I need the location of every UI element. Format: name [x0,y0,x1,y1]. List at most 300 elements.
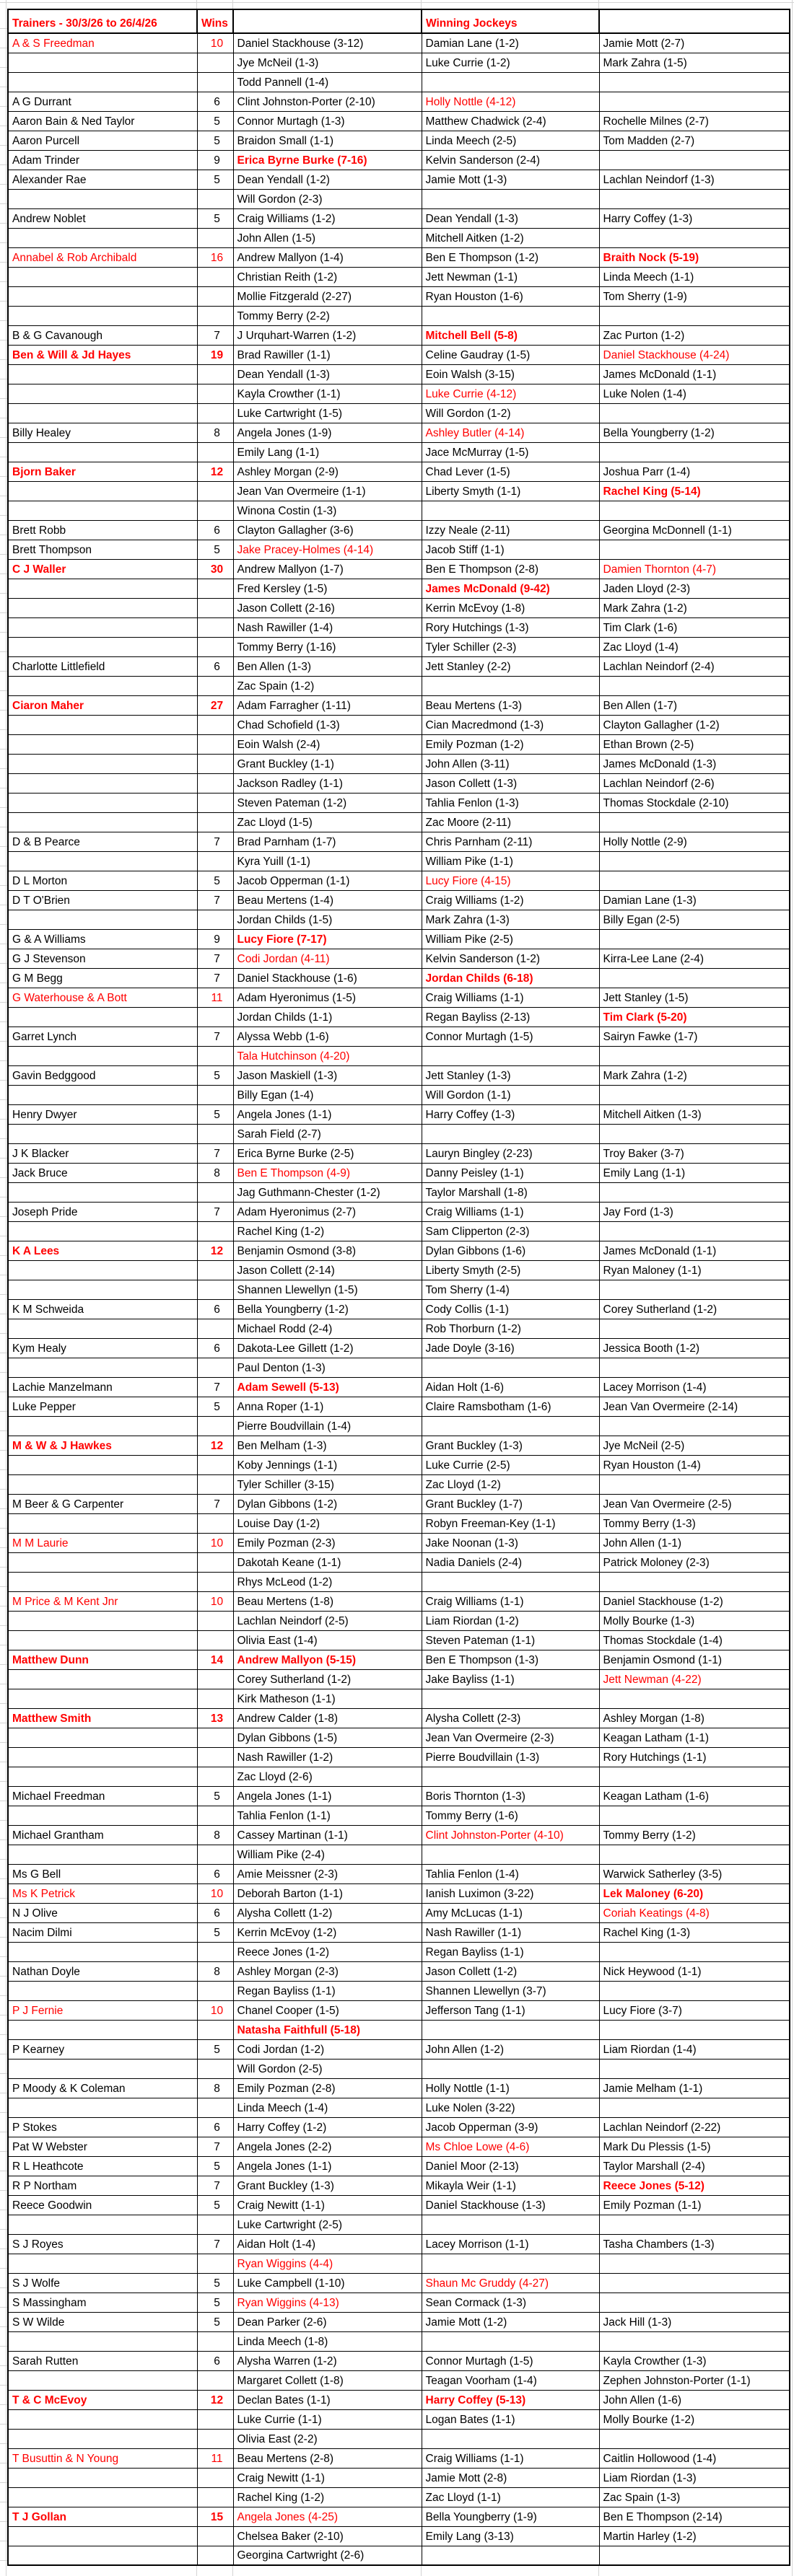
jockey-cell[interactable]: Will Gordon (1-1) [422,1085,599,1104]
trainer-cell[interactable] [8,2409,197,2429]
jockey-cell[interactable]: Deborah Barton (1-1) [233,1883,422,1903]
jockey-cell[interactable]: Lachlan Neindorf (2-22) [599,2117,790,2137]
wins-cell[interactable]: 12 [197,1436,233,1455]
jockey-cell[interactable] [599,1767,790,1786]
wins-cell[interactable]: 7 [197,968,233,988]
jockey-cell[interactable]: Emily Lang (1-1) [233,442,422,462]
trainer-cell[interactable]: C J Waller [8,559,197,579]
jockey-cell[interactable]: Luke Currie (4-12) [422,384,599,403]
jockey-cell[interactable]: James McDonald (1-1) [599,1241,790,1260]
trainer-cell[interactable]: Garret Lynch [8,1027,197,1046]
trainer-cell[interactable]: G J Stevenson [8,949,197,968]
jockey-cell[interactable]: Damian Lane (1-3) [599,890,790,910]
jockey-cell[interactable] [599,968,790,988]
jockey-cell[interactable]: Harry Coffey (1-3) [599,208,790,228]
jockey-cell[interactable] [599,1085,790,1104]
wins-cell[interactable] [197,617,233,637]
jockey-cell[interactable]: Mitchell Bell (5-8) [422,325,599,345]
jockey-cell[interactable]: Ashley Butler (4-14) [422,423,599,442]
trainer-cell[interactable] [8,2429,197,2448]
jockey-cell[interactable] [599,2215,790,2234]
jockey-cell[interactable] [599,851,790,871]
jockey-cell[interactable]: Luke Nolen (1-4) [599,384,790,403]
jockey-cell[interactable]: Dylan Gibbons (1-6) [422,1241,599,1260]
jockey-cell[interactable]: Ryan Wiggins (4-4) [233,2254,422,2273]
trainer-cell[interactable] [8,617,197,637]
header-jockeys-empty-cell-2[interactable] [599,9,790,33]
jockey-cell[interactable]: Luke Campbell (1-10) [233,2273,422,2293]
trainer-cell[interactable] [8,1260,197,1280]
jockey-cell[interactable] [599,442,790,462]
jockey-cell[interactable]: Shannen Llewellyn (3-7) [422,1981,599,2000]
wins-cell[interactable] [197,598,233,617]
wins-cell[interactable] [197,1552,233,1572]
trainer-cell[interactable]: M & W & J Hawkes [8,1436,197,1455]
wins-cell[interactable]: 5 [197,1397,233,1416]
trainer-cell[interactable] [8,1474,197,1494]
wins-cell[interactable] [197,1630,233,1650]
wins-cell[interactable] [197,637,233,656]
jockey-cell[interactable]: Teagan Voorham (1-4) [422,2370,599,2390]
jockey-cell[interactable]: Braidon Small (1-1) [233,131,422,150]
jockey-cell[interactable]: Jean Van Overmeire (2-14) [599,1397,790,1416]
jockey-cell[interactable]: Logan Bates (1-1) [422,2409,599,2429]
jockey-cell[interactable]: Jamie Mott (2-8) [422,2468,599,2487]
wins-cell[interactable]: 5 [197,540,233,559]
wins-cell[interactable]: 5 [197,2293,233,2312]
jockey-cell[interactable] [599,2098,790,2117]
jockey-cell[interactable]: Tyler Schiller (3-15) [233,1474,422,1494]
jockey-cell[interactable]: Andrew Calder (1-8) [233,1708,422,1728]
jockey-cell[interactable]: Cian Macredmond (1-3) [422,715,599,734]
jockey-cell[interactable] [422,1358,599,1377]
trainer-cell[interactable]: S W Wilde [8,2312,197,2331]
jockey-cell[interactable]: Billy Egan (1-4) [233,1085,422,1104]
jockey-cell[interactable]: Mitchell Aitken (1-2) [422,228,599,247]
jockey-cell[interactable]: Dakota-Lee Gillett (1-2) [233,1338,422,1358]
jockey-cell[interactable]: Lacey Morrison (1-1) [422,2234,599,2254]
jockey-cell[interactable] [422,1124,599,1143]
jockey-cell[interactable]: Declan Bates (1-1) [233,2390,422,2409]
jockey-cell[interactable]: Lachlan Neindorf (2-5) [233,1611,422,1630]
wins-cell[interactable] [197,2487,233,2507]
trainer-cell[interactable] [8,2098,197,2117]
jockey-cell[interactable]: Mark Zahra (1-3) [422,910,599,929]
wins-cell[interactable]: 7 [197,890,233,910]
jockey-cell[interactable]: Lacey Morrison (1-4) [599,1377,790,1397]
jockey-cell[interactable]: Luke Cartwright (1-5) [233,403,422,423]
trainer-cell[interactable]: Adam Trinder [8,150,197,170]
wins-cell[interactable] [197,1182,233,1202]
jockey-cell[interactable]: Mitchell Aitken (1-3) [599,1104,790,1124]
trainer-cell[interactable]: Joseph Pride [8,1202,197,1221]
trainer-cell[interactable] [8,1046,197,1065]
trainer-cell[interactable]: Ciaron Maher [8,695,197,715]
trainer-cell[interactable]: P Kearney [8,2039,197,2059]
wins-cell[interactable]: 6 [197,92,233,111]
jockey-cell[interactable]: Tim Clark (1-6) [599,617,790,637]
jockey-cell[interactable] [599,2273,790,2293]
jockey-cell[interactable]: Zac Purton (1-2) [599,325,790,345]
jockey-cell[interactable]: Connor Murtagh (1-5) [422,2351,599,2370]
jockey-cell[interactable]: Reece Jones (1-2) [233,1942,422,1961]
jockey-cell[interactable]: Shaun Mc Gruddy (4-27) [422,2273,599,2293]
jockey-cell[interactable]: Ashley Morgan (2-9) [233,462,422,481]
wins-cell[interactable] [197,1689,233,1708]
wins-cell[interactable]: 30 [197,559,233,579]
jockey-cell[interactable]: Kayla Crowther (1-1) [233,384,422,403]
jockey-cell[interactable]: Benjamin Osmond (3-8) [233,1241,422,1260]
trainer-cell[interactable]: M Price & M Kent Jnr [8,1591,197,1611]
jockey-cell[interactable]: Zac Lloyd (2-6) [233,1767,422,1786]
jockey-cell[interactable] [422,306,599,325]
trainer-cell[interactable]: D L Morton [8,871,197,890]
wins-cell[interactable] [197,286,233,306]
jockey-cell[interactable]: Rory Hutchings (1-3) [422,617,599,637]
jockey-cell[interactable]: Jaden Lloyd (2-3) [599,579,790,598]
jockey-cell[interactable]: Tommy Berry (1-16) [233,637,422,656]
jockey-cell[interactable] [599,2293,790,2312]
trainer-cell[interactable]: Annabel & Rob Archibald [8,247,197,267]
trainer-cell[interactable] [8,2546,197,2565]
trainer-cell[interactable] [8,2331,197,2351]
jockey-cell[interactable]: Emily Lang (1-1) [599,1163,790,1182]
wins-cell[interactable] [197,1085,233,1104]
jockey-cell[interactable] [422,1689,599,1708]
jockey-cell[interactable]: Jake Pracey-Holmes (4-14) [233,540,422,559]
jockey-cell[interactable]: Rhys McLeod (1-2) [233,1572,422,1591]
jockey-cell[interactable]: Emily Pozman (1-1) [599,2195,790,2215]
wins-cell[interactable] [197,2059,233,2078]
jockey-cell[interactable]: Molly Bourke (1-3) [599,1611,790,1630]
jockey-cell[interactable] [422,2215,599,2234]
wins-cell[interactable] [197,773,233,793]
jockey-cell[interactable] [422,1046,599,1065]
wins-cell[interactable]: 16 [197,247,233,267]
jockey-cell[interactable] [422,2331,599,2351]
trainer-cell[interactable]: Ms K Petrick [8,1883,197,1903]
jockey-cell[interactable]: John Allen (1-1) [599,1533,790,1552]
jockey-cell[interactable]: Georgina Cartwright (2-6) [233,2546,422,2565]
header-trainers-label[interactable]: Trainers - 30/3/26 to 26/4/26 [8,9,197,33]
wins-cell[interactable]: 8 [197,1163,233,1182]
jockey-cell[interactable]: Tala Hutchinson (4-20) [233,1046,422,1065]
jockey-cell[interactable]: Jade Doyle (3-16) [422,1338,599,1358]
trainer-cell[interactable]: Andrew Noblet [8,208,197,228]
trainer-cell[interactable]: S Massingham [8,2293,197,2312]
jockey-cell[interactable]: Chelsea Baker (2-10) [233,2526,422,2546]
trainer-cell[interactable] [8,1182,197,1202]
jockey-cell[interactable]: Corey Sutherland (1-2) [233,1669,422,1689]
trainer-cell[interactable] [8,442,197,462]
jockey-cell[interactable]: Zac Moore (2-11) [422,812,599,832]
trainer-cell[interactable] [8,2468,197,2487]
jockey-cell[interactable]: Jamie Melham (1-1) [599,2078,790,2098]
jockey-cell[interactable]: Dean Parker (2-6) [233,2312,422,2331]
jockey-cell[interactable] [422,72,599,92]
wins-cell[interactable]: 5 [197,2039,233,2059]
wins-cell[interactable]: 7 [197,2137,233,2156]
jockey-cell[interactable]: Angela Jones (1-1) [233,1786,422,1806]
jockey-cell[interactable]: Holly Nottle (4-12) [422,92,599,111]
trainer-cell[interactable]: Kym Healy [8,1338,197,1358]
jockey-cell[interactable] [599,501,790,520]
jockey-cell[interactable]: Claire Ramsbotham (1-6) [422,1397,599,1416]
trainer-cell[interactable] [8,1728,197,1747]
trainer-cell[interactable]: Brett Thompson [8,540,197,559]
jockey-cell[interactable] [599,540,790,559]
jockey-cell[interactable]: Kirk Matheson (1-1) [233,1689,422,1708]
jockey-cell[interactable]: Dean Yendall (1-3) [422,208,599,228]
trainer-cell[interactable]: P Moody & K Coleman [8,2078,197,2098]
jockey-cell[interactable]: Alyssa Webb (1-6) [233,1027,422,1046]
jockey-cell[interactable]: Harry Coffey (1-2) [233,2117,422,2137]
trainer-cell[interactable]: Lachie Manzelmann [8,1377,197,1397]
jockey-cell[interactable]: Jay Ford (1-3) [599,1202,790,1221]
jockey-cell[interactable]: Jean Van Overmeire (1-1) [233,481,422,501]
wins-cell[interactable] [197,364,233,384]
wins-cell[interactable] [197,2546,233,2565]
wins-cell[interactable] [197,2370,233,2390]
jockey-cell[interactable]: Craig Williams (1-1) [422,2448,599,2468]
jockey-cell[interactable]: Ryan Maloney (1-1) [599,1260,790,1280]
trainer-cell[interactable]: N J Olive [8,1903,197,1922]
jockey-cell[interactable]: Ben E Thompson (2-14) [599,2507,790,2526]
trainer-cell[interactable]: P J Fernie [8,2000,197,2020]
trainer-cell[interactable] [8,1981,197,2000]
jockey-cell[interactable]: Chris Parnham (2-11) [422,832,599,851]
trainer-cell[interactable] [8,1085,197,1104]
wins-cell[interactable]: 7 [197,832,233,851]
jockey-cell[interactable]: Billy Egan (2-5) [599,910,790,929]
wins-cell[interactable]: 5 [197,2195,233,2215]
trainer-cell[interactable]: Gavin Bedggood [8,1065,197,1085]
jockey-cell[interactable]: Ashley Morgan (2-3) [233,1961,422,1981]
jockey-cell[interactable]: Coriah Keatings (4-8) [599,1903,790,1922]
wins-cell[interactable]: 6 [197,520,233,540]
jockey-cell[interactable]: Braith Nock (5-19) [599,247,790,267]
jockey-cell[interactable]: Ryan Houston (1-6) [422,286,599,306]
wins-cell[interactable]: 6 [197,656,233,676]
wins-cell[interactable] [197,579,233,598]
wins-cell[interactable]: 5 [197,2312,233,2331]
jockey-cell[interactable]: Emily Lang (3-13) [422,2526,599,2546]
jockey-cell[interactable]: Holly Nottle (2-9) [599,832,790,851]
trainer-cell[interactable] [8,1124,197,1143]
jockey-cell[interactable]: Emily Pozman (2-3) [233,1533,422,1552]
trainer-cell[interactable] [8,1513,197,1533]
jockey-cell[interactable]: Todd Pannell (1-4) [233,72,422,92]
jockey-cell[interactable]: Ben Allen (1-3) [233,656,422,676]
trainer-cell[interactable]: Henry Dwyer [8,1104,197,1124]
trainer-cell[interactable] [8,189,197,208]
trainer-cell[interactable]: Luke Pepper [8,1397,197,1416]
wins-cell[interactable] [197,1455,233,1474]
jockey-cell[interactable]: Kayla Crowther (1-3) [599,2351,790,2370]
wins-cell[interactable] [197,481,233,501]
jockey-cell[interactable]: Shannen Llewellyn (1-5) [233,1280,422,1299]
wins-cell[interactable] [197,189,233,208]
jockey-cell[interactable]: John Allen (1-5) [233,228,422,247]
wins-cell[interactable] [197,1747,233,1767]
jockey-cell[interactable]: Tom Sherry (1-4) [422,1280,599,1299]
jockey-cell[interactable]: Clayton Gallagher (1-2) [599,715,790,734]
wins-cell[interactable] [197,1319,233,1338]
jockey-cell[interactable]: Ianish Luximon (3-22) [422,1883,599,1903]
jockey-cell[interactable]: Tahlia Fenlon (1-3) [422,793,599,812]
jockey-cell[interactable]: Lachlan Neindorf (2-4) [599,656,790,676]
jockey-cell[interactable]: Linda Meech (2-5) [422,131,599,150]
jockey-cell[interactable]: Damien Thornton (4-7) [599,559,790,579]
jockey-cell[interactable] [599,306,790,325]
jockey-cell[interactable]: Kerrin McEvoy (1-8) [422,598,599,617]
wins-cell[interactable] [197,1942,233,1961]
trainer-cell[interactable]: Michael Freedman [8,1786,197,1806]
jockey-cell[interactable]: Robyn Freeman-Key (1-1) [422,1513,599,1533]
trainer-cell[interactable]: Ms G Bell [8,1864,197,1883]
wins-cell[interactable]: 5 [197,871,233,890]
wins-cell[interactable]: 9 [197,150,233,170]
jockey-cell[interactable]: Margaret Collett (1-8) [233,2370,422,2390]
jockey-cell[interactable]: Eoin Walsh (3-15) [422,364,599,384]
jockey-cell[interactable]: James McDonald (1-3) [599,754,790,773]
jockey-cell[interactable]: Mikayla Weir (1-1) [422,2176,599,2195]
trainer-cell[interactable]: M M Laurie [8,1533,197,1552]
jockey-cell[interactable]: Brad Rawiller (1-1) [233,345,422,364]
wins-cell[interactable]: 7 [197,1143,233,1163]
jockey-cell[interactable]: Luke Cartwright (2-5) [233,2215,422,2234]
wins-cell[interactable] [197,442,233,462]
jockey-cell[interactable]: Angela Jones (1-1) [233,2156,422,2176]
trainer-cell[interactable]: R L Heathcote [8,2156,197,2176]
wins-cell[interactable] [197,228,233,247]
trainer-cell[interactable] [8,1552,197,1572]
jockey-cell[interactable]: Jordan Childs (1-1) [233,1007,422,1027]
jockey-cell[interactable]: Ethan Brown (2-5) [599,734,790,754]
jockey-cell[interactable]: Steven Pateman (1-2) [233,793,422,812]
jockey-cell[interactable]: Craig Williams (1-1) [422,1591,599,1611]
jockey-cell[interactable] [422,2059,599,2078]
jockey-cell[interactable]: Grant Buckley (1-7) [422,1494,599,1513]
trainer-cell[interactable] [8,2020,197,2039]
wins-cell[interactable]: 12 [197,462,233,481]
wins-cell[interactable]: 5 [197,1786,233,1806]
wins-cell[interactable] [197,403,233,423]
trainer-cell[interactable]: R P Northam [8,2176,197,2195]
trainer-cell[interactable]: K A Lees [8,1241,197,1260]
jockey-cell[interactable]: Grant Buckley (1-1) [233,754,422,773]
jockey-cell[interactable]: Lachlan Neindorf (1-3) [599,170,790,189]
jockey-cell[interactable]: Dylan Gibbons (1-5) [233,1728,422,1747]
trainer-cell[interactable]: Jack Bruce [8,1163,197,1182]
trainer-cell[interactable]: M Beer & G Carpenter [8,1494,197,1513]
header-wins-label[interactable]: Wins [197,9,233,33]
wins-cell[interactable] [197,676,233,695]
jockey-cell[interactable]: Adam Hyeronimus (1-5) [233,988,422,1007]
wins-cell[interactable] [197,501,233,520]
jockey-cell[interactable]: Jean Van Overmeire (2-3) [422,1728,599,1747]
trainer-cell[interactable] [8,1767,197,1786]
jockey-cell[interactable]: Rob Thorburn (1-2) [422,1319,599,1338]
jockey-cell[interactable]: Mark Zahra (1-2) [599,1065,790,1085]
jockey-cell[interactable]: Harry Coffey (1-3) [422,1104,599,1124]
jockey-cell[interactable]: Craig Newitt (1-1) [233,2468,422,2487]
jockey-cell[interactable]: Andrew Mallyon (1-4) [233,247,422,267]
jockey-cell[interactable]: Luke Nolen (3-22) [422,2098,599,2117]
jockey-cell[interactable] [599,871,790,890]
jockey-cell[interactable]: Jake Bayliss (1-1) [422,1669,599,1689]
jockey-cell[interactable]: Jett Newman (1-1) [422,267,599,286]
trainer-cell[interactable]: B & G Cavanough [8,325,197,345]
jockey-cell[interactable]: Louise Day (1-2) [233,1513,422,1533]
jockey-cell[interactable]: Jake Noonan (1-3) [422,1533,599,1552]
jockey-cell[interactable] [599,1474,790,1494]
jockey-cell[interactable] [599,1046,790,1065]
wins-cell[interactable]: 6 [197,1903,233,1922]
jockey-cell[interactable]: Jett Newman (4-22) [599,1669,790,1689]
wins-cell[interactable] [197,812,233,832]
jockey-cell[interactable]: Lucy Fiore (7-17) [233,929,422,949]
jockey-cell[interactable] [599,2254,790,2273]
jockey-cell[interactable]: Jamie Mott (2-7) [599,33,790,53]
wins-cell[interactable]: 7 [197,2234,233,2254]
trainer-cell[interactable]: P Stokes [8,2117,197,2137]
jockey-cell[interactable]: Christian Reith (1-2) [233,267,422,286]
jockey-cell[interactable]: Ben E Thompson (1-2) [422,247,599,267]
jockey-cell[interactable]: Zac Spain (1-2) [233,676,422,695]
jockey-cell[interactable]: Beau Mertens (2-8) [233,2448,422,2468]
jockey-cell[interactable]: Jett Stanley (2-2) [422,656,599,676]
trainer-cell[interactable] [8,598,197,617]
trainer-cell[interactable] [8,1942,197,1961]
jockey-cell[interactable]: Jacob Opperman (3-9) [422,2117,599,2137]
trainer-cell[interactable] [8,1572,197,1591]
jockey-cell[interactable]: Lauryn Bingley (2-23) [422,1143,599,1163]
jockey-cell[interactable]: Liam Riordan (1-4) [599,2039,790,2059]
trainer-cell[interactable] [8,501,197,520]
wins-cell[interactable]: 5 [197,1065,233,1085]
jockey-cell[interactable] [599,812,790,832]
wins-cell[interactable] [197,1260,233,1280]
jockey-cell[interactable]: Beau Mertens (1-8) [233,1591,422,1611]
trainer-cell[interactable] [8,637,197,656]
trainer-cell[interactable]: Reece Goodwin [8,2195,197,2215]
jockey-cell[interactable]: Daniel Stackhouse (1-3) [422,2195,599,2215]
trainer-cell[interactable] [8,2370,197,2390]
jockey-cell[interactable]: Kirra-Lee Lane (2-4) [599,949,790,968]
jockey-cell[interactable] [599,1221,790,1241]
wins-cell[interactable] [197,754,233,773]
jockey-cell[interactable]: Emily Pozman (2-8) [233,2078,422,2098]
jockey-cell[interactable]: Liam Riordan (1-2) [422,1611,599,1630]
wins-cell[interactable] [197,384,233,403]
wins-cell[interactable]: 6 [197,1299,233,1319]
jockey-cell[interactable]: Codi Jordan (4-11) [233,949,422,968]
jockey-cell[interactable]: Angela Jones (1-9) [233,423,422,442]
trainer-cell[interactable]: Nathan Doyle [8,1961,197,1981]
jockey-cell[interactable]: Zac Lloyd (1-2) [422,1474,599,1494]
jockey-cell[interactable]: Jack Hill (1-3) [599,2312,790,2331]
wins-cell[interactable]: 19 [197,345,233,364]
jockey-cell[interactable]: Zac Lloyd (1-1) [422,2487,599,2507]
wins-cell[interactable] [197,267,233,286]
jockey-cell[interactable]: Pierre Boudvillain (1-3) [422,1747,599,1767]
jockey-cell[interactable]: Tasha Chambers (1-3) [599,2234,790,2254]
trainer-cell[interactable]: Michael Grantham [8,1825,197,1845]
trainer-cell[interactable]: T & C McEvoy [8,2390,197,2409]
jockey-cell[interactable]: Adam Farragher (1-11) [233,695,422,715]
jockey-cell[interactable]: Holly Nottle (1-1) [422,2078,599,2098]
